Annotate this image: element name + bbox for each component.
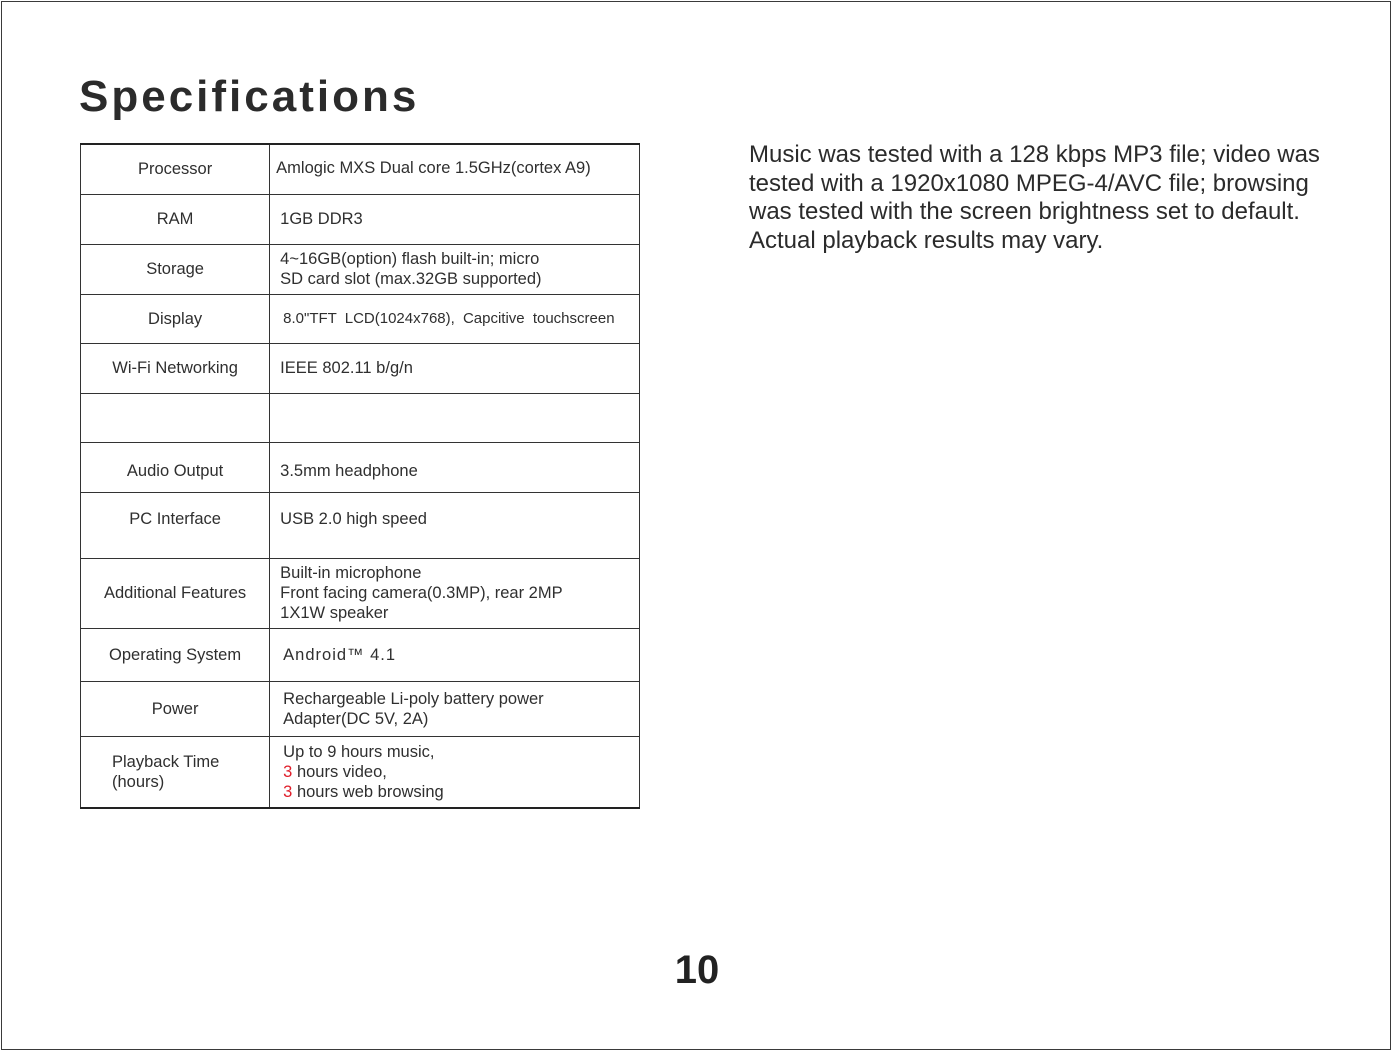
testing-note: Music was tested with a 128 kbps MP3 file; video was tested with a 1920x1080 MPEG-4/AVC file; browsing was tested with the screen brightness set to default. Actual playback results may vary. (749, 141, 1320, 254)
spec-value-audio: 3.5mm headphone (270, 442, 640, 492)
spec-label-blank (81, 393, 270, 442)
spec-label-processor: Processor (81, 144, 270, 194)
spec-label-audio: Audio Output (81, 442, 270, 492)
table-row (81, 194, 640, 244)
spec-label-additional: Additional Features (81, 558, 270, 628)
spec-value-storage (270, 244, 640, 294)
playback-web-hours: 3 (283, 782, 293, 801)
additional-line-3: 1X1W speaker (280, 604, 389, 622)
page-number: 10 (674, 948, 720, 992)
spec-label-display: Display (81, 294, 270, 343)
playback-web (283, 782, 639, 802)
playback-video-text: hours video, (292, 762, 387, 781)
table-row (81, 393, 640, 442)
spec-value-additional (270, 558, 640, 628)
spec-value-playback (270, 736, 640, 808)
table-row (81, 628, 640, 681)
spec-value-blank (270, 393, 640, 442)
playback-video (283, 762, 639, 782)
spec-label-wifi: Wi-Fi Networking (81, 343, 270, 393)
additional-line-1: Built-in microphone (280, 564, 422, 582)
additional-line-2: Front facing camera(0.3MP), rear 2MP (280, 584, 563, 602)
power-line-1: Rechargeable Li-poly battery power (283, 689, 544, 708)
playback-label-line-1: Playback Time (112, 752, 220, 771)
page-title: Specifications (79, 72, 420, 121)
table-row (81, 681, 640, 736)
playback-music: Up to 9 hours music, (283, 742, 435, 761)
table-row (81, 736, 640, 808)
table-row (81, 343, 640, 393)
table-row (81, 558, 640, 628)
specifications-table (80, 143, 640, 809)
spec-label-pc-interface: PC Interface (81, 492, 270, 558)
storage-line-1: 4~16GB(option) flash built-in; micro (280, 250, 540, 268)
spec-value-os: Android™ 4.1 (270, 628, 640, 681)
playback-web-text: hours web browsing (292, 782, 444, 801)
spec-label-playback (81, 736, 270, 808)
table-row (81, 294, 640, 343)
spec-label-power: Power (81, 681, 270, 736)
spec-value-display: 8.0"TFT LCD(1024x768), Capcitive touchscreen (270, 294, 640, 343)
playback-video-hours: 3 (283, 762, 293, 781)
spec-value-processor: Amlogic MXS Dual core 1.5GHz(cortex A9) (270, 144, 640, 194)
spec-value-ram: 1GB DDR3 (270, 194, 640, 244)
storage-line-2: SD card slot (max.32GB supported) (280, 270, 542, 288)
spec-value-power (270, 681, 640, 736)
spec-value-wifi: IEEE 802.11 b/g/n (270, 343, 640, 393)
spec-value-pc-interface: USB 2.0 high speed (270, 492, 640, 558)
spec-label-ram: RAM (81, 194, 270, 244)
table-row (81, 144, 640, 194)
table-row (81, 244, 640, 294)
table-row (81, 442, 640, 492)
spec-label-os: Operating System (81, 628, 270, 681)
spec-label-storage: Storage (81, 244, 270, 294)
playback-label-line-2: (hours) (112, 772, 165, 791)
power-line-2: Adapter(DC 5V, 2A) (283, 709, 429, 728)
table-row (81, 492, 640, 558)
